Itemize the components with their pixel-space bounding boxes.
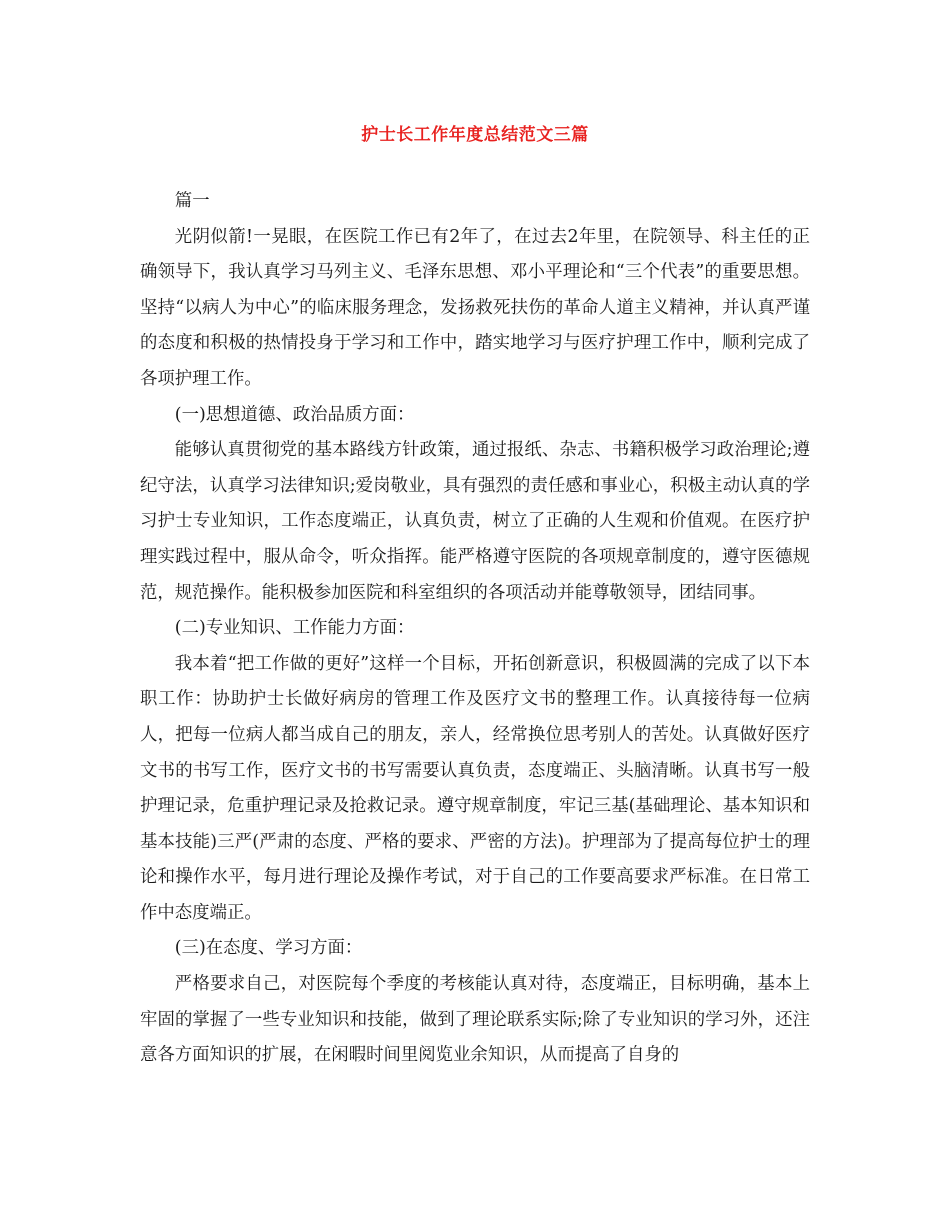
document-body — [140, 184, 810, 1074]
paragraph-body-3: 严格要求自己，对医院每个季度的考核能认真对待，态度端正，目标明确，基本上牢固的掌握了一些专业知识和技能，做到了理论联系实际;除了专业知识的学习外，还注意各方面知识的扩展，在闲暇时间里阅览业余知识，从而提高了自身的 — [140, 974, 810, 1066]
paragraph-section-heading: 篇一 — [174, 191, 210, 211]
paragraph-body-1: 能够认真贯彻党的基本路线方针政策，通过报纸、杂志、书籍积极学习政治理论;遵纪守法，认真学习法律知识;爱岗敬业，具有强烈的责任感和事业心，积极主动认真的学习护士专业知识，工作态度端正，认真负责，树立了正确的人生观和价值观。在医疗护理实践过程中，服从命令，听众指挥。能严格遵守医院的各项规章制度的，遵守医德规范，规范操作。能积极参加医院和科室组织的各项活动并能尊敬领导，团结同事。 — [140, 440, 810, 603]
paragraph-heading-3: (三)在态度、学习方面： — [174, 938, 363, 959]
paragraph-heading-2: (二)专业知识、工作能力方面： — [174, 618, 415, 639]
paragraph-heading-1: (一)思想道德、政治品质方面： — [174, 404, 415, 425]
paragraph-body-2: 我本着“把工作做的更好”这样一个目标，开拓创新意识，积极圆满的完成了以下本职工作：协助护士长做好病房的管理工作及医疗文书的整理工作。认真接待每一位病人，把每一位病人都当成自己的朋友，亲人，经常换位思考别人的苦处。认真做好医疗文书的书写工作，医疗文书的书写需要认真负责，态度端正、头脑清晰。认真书写一般护理记录，危重护理记录及抢救记录。遵守规章制度，牢记三基(基础理论、基本知识和基本技能)三严(严肃的态度、严格的要求、严密的方法)。护理部为了提高每位护士的理论和操作水平，每月进行理论及操作考试，对于自己的工作要高要求严标准。在日常工作中态度端正。 — [140, 653, 810, 923]
document-title: 护士长工作年度总结范文三篇 — [361, 125, 589, 145]
paragraph-intro: 光阴似箭!一晃眼，在医院工作已有2年了，在过去2年里，在院领导、科主任的正确领导下，我认真学习马列主义、毛泽东思想、邓小平理论和“三个代表”的重要思想。坚持“以病人为中心”的临床服务理念，发扬救死扶伤的革命人道主义精神，并认真严谨的态度和积极的热情投身于学习和工作中，踏实地学习与医疗护理工作中，顺利完成了各项护理工作。 — [140, 226, 810, 389]
